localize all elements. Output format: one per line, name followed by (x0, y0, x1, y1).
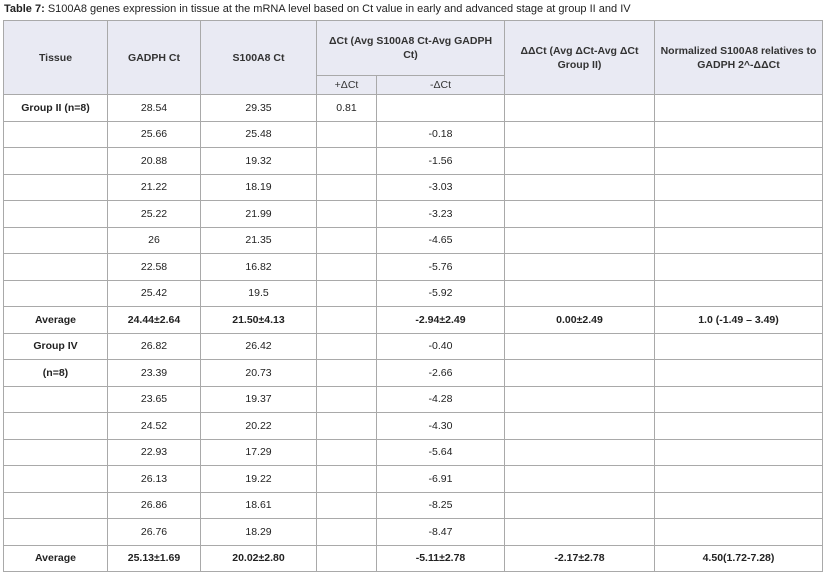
cell-normalized (655, 148, 823, 175)
cell-s100a8-ct: 18.61 (201, 492, 317, 519)
cell-s100a8-ct: 20.73 (201, 360, 317, 387)
cell-delta-delta-ct (505, 174, 655, 201)
cell-average-label: Average (4, 545, 108, 572)
cell-plus-delta-ct (317, 254, 377, 281)
cell-delta-delta-ct (505, 466, 655, 493)
cell-s100a8-ct: 25.48 (201, 121, 317, 148)
cell-s100a8-ct: 20.22 (201, 413, 317, 440)
cell-tissue (4, 121, 108, 148)
cell-normalized (655, 333, 823, 360)
cell-gadph-ct: 26 (108, 227, 201, 254)
cell-tissue (4, 227, 108, 254)
cell-minus-delta-ct: -4.30 (377, 413, 505, 440)
cell-plus-delta-ct (317, 439, 377, 466)
cell-average-normalized: 4.50(1.72-7.28) (655, 545, 823, 572)
cell-average-gadph: 25.13±1.69 (108, 545, 201, 572)
cell-gadph-ct: 22.58 (108, 254, 201, 281)
cell-plus-delta-ct (317, 201, 377, 228)
cell-average-delta-delta-ct: -2.17±2.78 (505, 545, 655, 572)
cell-gadph-ct: 26.76 (108, 519, 201, 546)
cell-gadph-ct: 22.93 (108, 439, 201, 466)
table-row (4, 413, 823, 440)
cell-gadph-ct: 21.22 (108, 174, 201, 201)
cell-minus-delta-ct: -4.65 (377, 227, 505, 254)
cell-tissue (4, 492, 108, 519)
cell-tissue (4, 254, 108, 281)
table-row (4, 148, 823, 175)
cell-tissue (4, 174, 108, 201)
cell-minus-delta-ct: -2.66 (377, 360, 505, 387)
header-normalized: Normalized S100A8 relatives to GADPH 2^-ΔΔCt (655, 21, 823, 95)
cell-average-minus: -2.94±2.49 (377, 307, 505, 334)
average-row (4, 307, 823, 334)
table-row (4, 254, 823, 281)
cell-gadph-ct: 26.82 (108, 333, 201, 360)
cell-tissue (4, 413, 108, 440)
cell-average-s100a8: 20.02±2.80 (201, 545, 317, 572)
cell-delta-delta-ct (505, 254, 655, 281)
table-row (4, 333, 823, 360)
cell-gadph-ct: 26.86 (108, 492, 201, 519)
cell-delta-delta-ct (505, 201, 655, 228)
cell-plus-delta-ct (317, 492, 377, 519)
header-s100a8-ct: S100A8 Ct (201, 21, 317, 95)
cell-normalized (655, 386, 823, 413)
table-row (4, 386, 823, 413)
table-row (4, 492, 823, 519)
table-row (4, 280, 823, 307)
cell-plus-delta-ct (317, 413, 377, 440)
table-caption-label: Table 7: (4, 3, 45, 15)
cell-average-gadph: 24.44±2.64 (108, 307, 201, 334)
cell-delta-delta-ct (505, 95, 655, 122)
cell-s100a8-ct: 19.22 (201, 466, 317, 493)
cell-plus-delta-ct (317, 333, 377, 360)
cell-normalized (655, 280, 823, 307)
cell-plus-delta-ct (317, 227, 377, 254)
table-row (4, 201, 823, 228)
cell-gadph-ct: 20.88 (108, 148, 201, 175)
cell-average-plus (317, 307, 377, 334)
cell-plus-delta-ct (317, 121, 377, 148)
cell-minus-delta-ct: -3.23 (377, 201, 505, 228)
cell-plus-delta-ct (317, 360, 377, 387)
cell-delta-delta-ct (505, 492, 655, 519)
cell-gadph-ct: 23.39 (108, 360, 201, 387)
cell-normalized (655, 413, 823, 440)
cell-tissue (4, 148, 108, 175)
cell-gadph-ct: 24.52 (108, 413, 201, 440)
cell-tissue (4, 280, 108, 307)
cell-normalized (655, 201, 823, 228)
cell-gadph-ct: 23.65 (108, 386, 201, 413)
cell-plus-delta-ct (317, 519, 377, 546)
cell-gadph-ct: 25.22 (108, 201, 201, 228)
table-row (4, 174, 823, 201)
table-row (4, 121, 823, 148)
cell-delta-delta-ct (505, 386, 655, 413)
cell-gadph-ct: 28.54 (108, 95, 201, 122)
cell-delta-delta-ct (505, 333, 655, 360)
cell-minus-delta-ct: -3.03 (377, 174, 505, 201)
cell-minus-delta-ct: -6.91 (377, 466, 505, 493)
cell-plus-delta-ct (317, 280, 377, 307)
cell-minus-delta-ct: -5.76 (377, 254, 505, 281)
cell-tissue (4, 386, 108, 413)
cell-s100a8-ct: 17.29 (201, 439, 317, 466)
cell-plus-delta-ct (317, 174, 377, 201)
cell-minus-delta-ct (377, 95, 505, 122)
cell-normalized (655, 174, 823, 201)
cell-normalized (655, 227, 823, 254)
cell-delta-delta-ct (505, 360, 655, 387)
cell-minus-delta-ct: -8.47 (377, 519, 505, 546)
cell-s100a8-ct: 29.35 (201, 95, 317, 122)
cell-delta-delta-ct (505, 121, 655, 148)
header-delta-ct: ΔCt (Avg S100A8 Ct-Avg GADPH Ct) (317, 21, 505, 76)
cell-tissue (4, 439, 108, 466)
cell-gadph-ct: 26.13 (108, 466, 201, 493)
cell-plus-delta-ct (317, 148, 377, 175)
header-delta-delta-ct: ΔΔCt (Avg ΔCt-Avg ΔCt Group II) (505, 21, 655, 95)
cell-plus-delta-ct (317, 466, 377, 493)
cell-delta-delta-ct (505, 280, 655, 307)
cell-tissue: Group IV (4, 333, 108, 360)
expression-table (3, 20, 823, 572)
cell-normalized (655, 360, 823, 387)
table-row (4, 519, 823, 546)
cell-minus-delta-ct: -0.18 (377, 121, 505, 148)
cell-normalized (655, 95, 823, 122)
cell-minus-delta-ct: -0.40 (377, 333, 505, 360)
table-header (4, 21, 823, 95)
cell-tissue: (n=8) (4, 360, 108, 387)
cell-average-s100a8: 21.50±4.13 (201, 307, 317, 334)
cell-minus-delta-ct: -8.25 (377, 492, 505, 519)
cell-delta-delta-ct (505, 148, 655, 175)
cell-normalized (655, 439, 823, 466)
cell-minus-delta-ct: -4.28 (377, 386, 505, 413)
cell-delta-delta-ct (505, 439, 655, 466)
cell-gadph-ct: 25.66 (108, 121, 201, 148)
cell-s100a8-ct: 18.29 (201, 519, 317, 546)
cell-s100a8-ct: 19.5 (201, 280, 317, 307)
table-caption (4, 3, 631, 15)
header-plus-delta-ct: +ΔCt (317, 76, 377, 95)
cell-average-label: Average (4, 307, 108, 334)
cell-normalized (655, 121, 823, 148)
cell-average-normalized: 1.0 (-1.49 – 3.49) (655, 307, 823, 334)
average-row (4, 545, 823, 572)
table-row (4, 95, 823, 122)
header-tissue: Tissue (4, 21, 108, 95)
cell-tissue: Group II (n=8) (4, 95, 108, 122)
cell-delta-delta-ct (505, 519, 655, 546)
cell-normalized (655, 254, 823, 281)
table-row (4, 466, 823, 493)
header-gadph-ct: GADPH Ct (108, 21, 201, 95)
table-row (4, 439, 823, 466)
table-caption-text: S100A8 genes expression in tissue at the mRNA level based on Ct value in early and advanced stage at group II and IV (47, 3, 631, 15)
cell-delta-delta-ct (505, 413, 655, 440)
cell-s100a8-ct: 19.32 (201, 148, 317, 175)
header-minus-delta-ct: -ΔCt (377, 76, 505, 95)
cell-gadph-ct: 25.42 (108, 280, 201, 307)
table-body (4, 95, 823, 572)
cell-s100a8-ct: 18.19 (201, 174, 317, 201)
cell-tissue (4, 466, 108, 493)
table-row (4, 360, 823, 387)
cell-normalized (655, 492, 823, 519)
cell-tissue (4, 519, 108, 546)
cell-s100a8-ct: 21.35 (201, 227, 317, 254)
cell-average-minus: -5.11±2.78 (377, 545, 505, 572)
cell-s100a8-ct: 26.42 (201, 333, 317, 360)
table-row (4, 227, 823, 254)
cell-normalized (655, 466, 823, 493)
cell-s100a8-ct: 21.99 (201, 201, 317, 228)
cell-normalized (655, 519, 823, 546)
cell-plus-delta-ct (317, 386, 377, 413)
cell-delta-delta-ct (505, 227, 655, 254)
cell-plus-delta-ct: 0.81 (317, 95, 377, 122)
cell-average-delta-delta-ct: 0.00±2.49 (505, 307, 655, 334)
cell-minus-delta-ct: -1.56 (377, 148, 505, 175)
cell-minus-delta-ct: -5.64 (377, 439, 505, 466)
cell-average-plus (317, 545, 377, 572)
cell-s100a8-ct: 16.82 (201, 254, 317, 281)
cell-s100a8-ct: 19.37 (201, 386, 317, 413)
cell-minus-delta-ct: -5.92 (377, 280, 505, 307)
cell-tissue (4, 201, 108, 228)
